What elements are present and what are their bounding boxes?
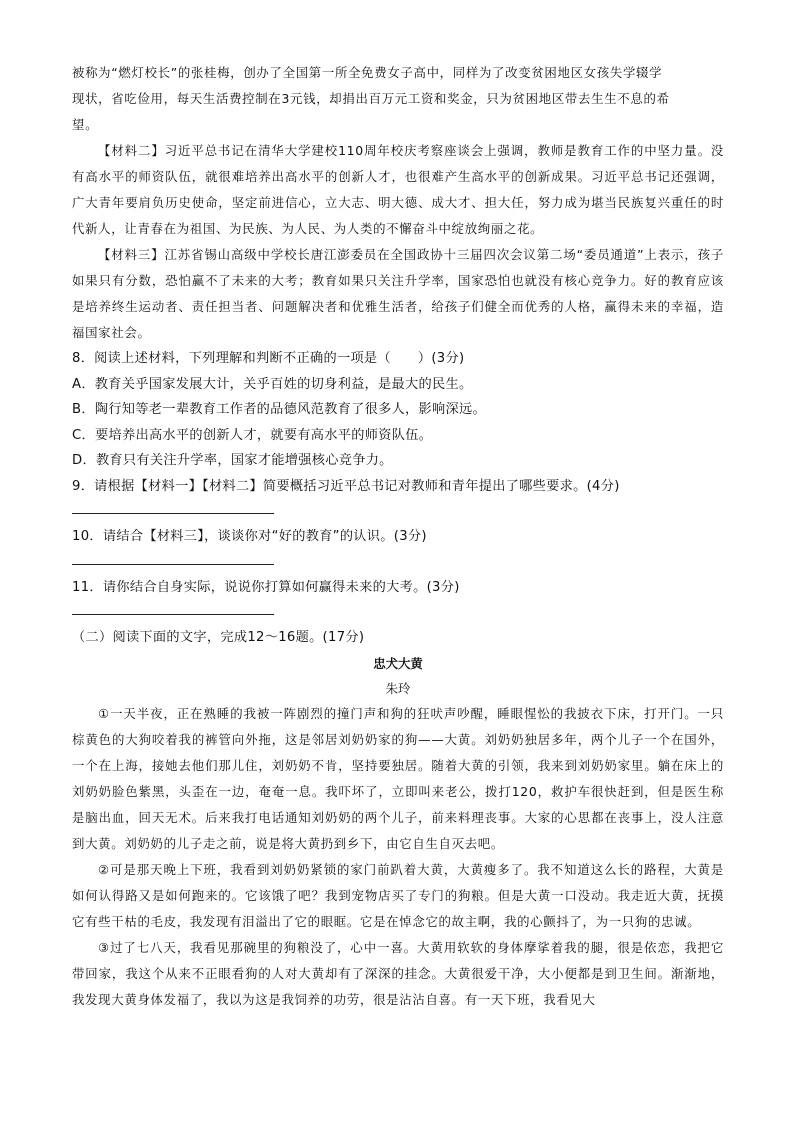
question-10: 10．请结合【材料三】，谈谈你对“好的教育”的认识。(3分) [72,529,427,544]
story-paragraph-2: ②可是那天晚上下班，我看到刘奶奶紧锁的家门前趴着大黄，大黄瘦多了。我不知道这么长的路程，大黄是如何认得路又是如何跑来的。它该饿了吧？我到宠物店买了专门的狗粮。但是大黄一口没动。我走近大黄，抚摸它有些干枯的毛皮，我发现有泪溢出了它的眼眶。它是在悼念它的故主啊，我的心颤抖了，为一只狗的忠诚。 [72,861,724,929]
question-8-stem: 8．阅读上述材料，下列理解和判断不正确的一项是（ ）(3分) [72,351,465,366]
story-paragraph-3: ③过了七八天，我看见那碗里的狗粮没了，心中一喜。大黄用软软的身体摩挲着我的腿，很是依恋，我把它带回家，我这个从来不正眼看狗的人对大黄却有了深深的挂念。大黄很爱干净，大小便都是到卫生间。渐渐地，我发现大黄身体发福了，我以为这是我饲养的功劳，很是沾沾自喜。有一天下班，我看见大 [72,939,724,1007]
question-8-option-a: A．教育关乎国家发展大计，关乎百姓的切身利益，是最大的民生。 [72,376,473,392]
question-8 [72,346,724,474]
exam-page [72,60,724,1013]
answer-line-11[interactable] [72,614,274,615]
question-9: 9．请根据【材料一】【材料二】简要概括习近平总书记对教师和青年提出了哪些要求。(4分) [72,478,620,494]
material-one-tail [72,60,724,138]
story-title: 忠犬大黄 [373,655,423,671]
material-three: 【材料三】江苏省锡山高级中学校长唐江澎委员在全国政协十三届四次会议第二场“委员通道”上表示，孩子如果只有分数，恐怕赢不了未来的大考；教育如果只关注升学率，国家恐怕也就没有核心竞争力。好的教育应该是培养终生运动者、责任担当者、问题解决者和优雅生活者，给孩子们健全而优秀的人格，赢得未来的幸福，造福国家社会。 [72,247,725,340]
story-author: 朱玲 [385,680,411,696]
material-one-line-2: 现状，省吃俭用，每天生活费控制在3元钱，却捐出百万元工资和奖金，只为贫困地区带去生生不息的希 [72,91,670,106]
material-two: 【材料二】习近平总书记在清华大学建校110周年校庆考察座谈会上强调，教师是教育工作的中坚力量。没有高水平的师资队伍，就很难培养出高水平的创新人才，也很难产生高水平的创新成果。习近平总书记还强调，广大青年要肩负历史使命，坚定前进信心，立大志、明大德、成大才、担大任，努力成为堪当民族复兴重任的时代新人，让青春在为祖国、为民族、为人民、为人类的不懈奋斗中绽放绚丽之花。 [72,143,724,236]
section-two-heading: （二）阅读下面的文字，完成12～16题。(17分) [72,630,365,645]
material-one-line-3: 望。 [72,117,99,132]
question-8-option-c: C．要培养出高水平的创新人才，就要有高水平的师资队伍。 [72,427,433,443]
story-paragraph-1: ①一天半夜，正在熟睡的我被一阵剧烈的撞门声和狗的狂吠声吵醒，睡眼惺忪的我披衣下床，打开门。一只棕黄色的大狗咬着我的裤管向外拖，这是邻居刘奶奶家的狗——大黄。刘奶奶独居多年，两个儿子一个在国外，一个在上海，接她去他们那儿住，刘奶奶不肯，坚持要独居。随着大黄的引领，我来到刘奶奶家里。躺在床上的刘奶奶脸色紫黑，头歪在一边，奄奄一息。我吓坏了，立即叫来老公，拨打120，救护车很快赶到，但是医生称是脑出血，回天无术。后来我打电话通知刘奶奶的两个儿子，前来料理丧事。大家的心思都在丧事上，没人注意到大黄。刘奶奶的儿子走之前，说是将大黄扔到乡下，由它自生自灭去吧。 [72,705,724,851]
answer-line-10[interactable] [72,564,274,565]
material-one-line-1: 被称为“燃灯校长”的张桂梅，创办了全国第一所全免费女子高中，同样为了改变贫困地区女孩失学辍学 [72,65,663,80]
question-8-option-b: B．陶行知等老一辈教育工作者的品德风范教育了很多人，影响深远。 [72,402,486,417]
question-11: 11．请你结合自身实际，说说你打算如何赢得未来的大考。(3分) [72,579,460,595]
question-8-option-d: D．教育只有关注升学率，国家才能增强核心竞争力。 [72,453,393,468]
answer-line-9[interactable] [72,513,274,514]
